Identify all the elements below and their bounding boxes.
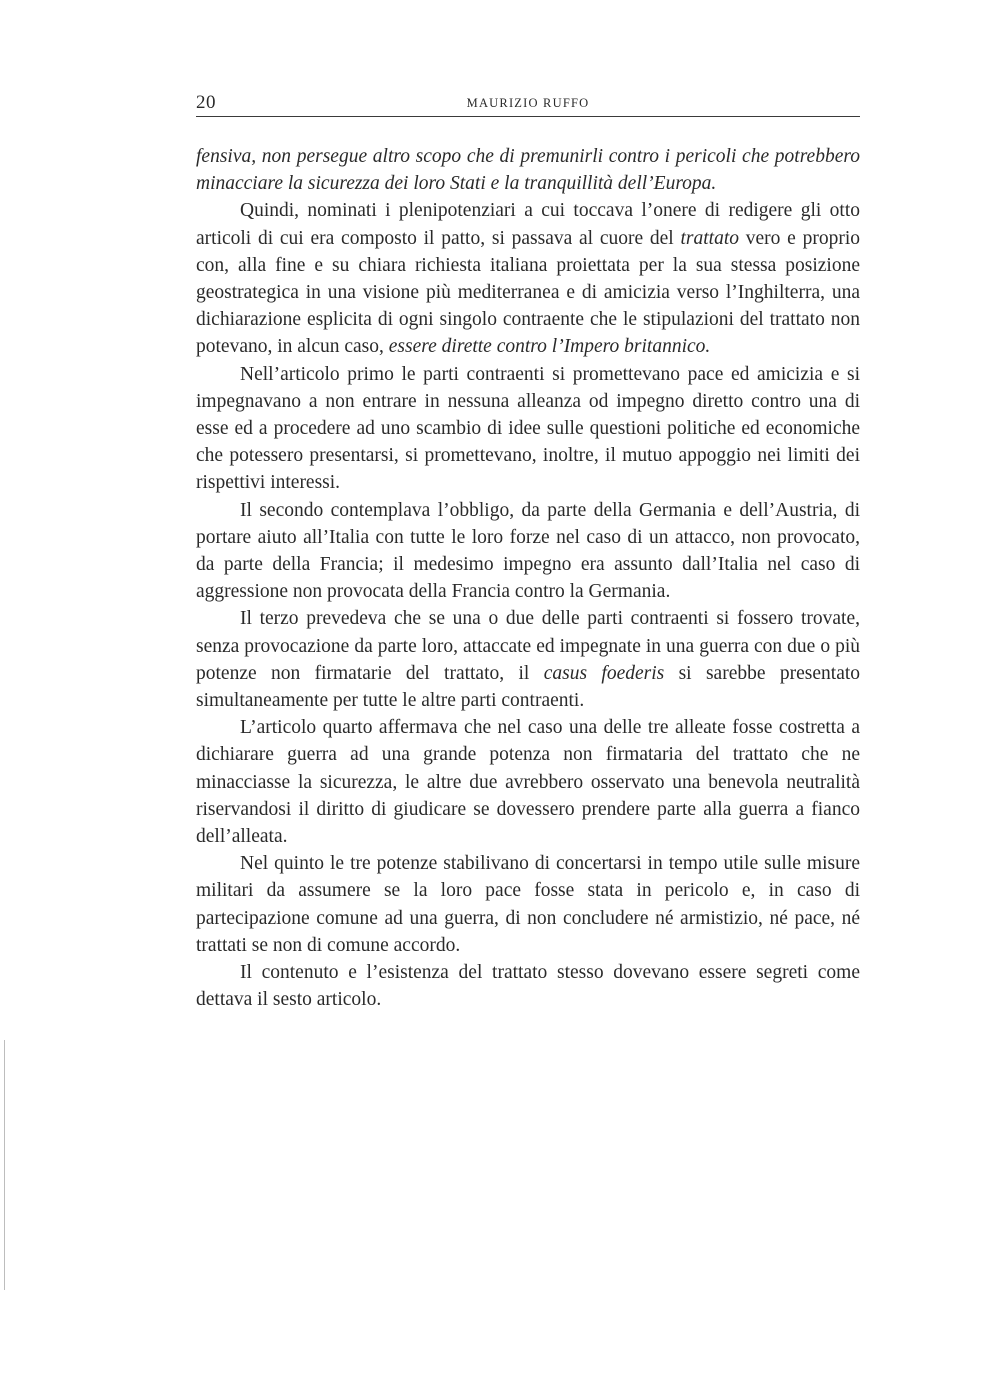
paragraph [196, 605, 860, 714]
running-title: MAURIZIO RUFFO [466, 96, 590, 110]
text-span: essere dirette contro l’Impero britannico. [388, 336, 711, 358]
paragraph [196, 497, 860, 606]
text-span: Quindi, nominati i plenipotenziari a cui toccava l’onere di redigere gli otto articoli di cui era composto il patto, si passava al cuore del [196, 200, 860, 249]
text-span: casus foederis [543, 662, 665, 684]
text-span: Il secondo contemplava l’obbligo, da parte della Germania e dell’Austria, di portare aiuto all’Italia con tutte le loro forze nel caso di un attacco, non provocato, da parte della Francia; il medesimo impegno era assunto dall’Italia nel caso di aggressione non provocata della Francia contro la Germania. [196, 499, 860, 603]
text-span: si sarebbe presentato simultaneamente per tutte le altre parti contraenti. [196, 662, 861, 712]
text-span: trattato [680, 227, 739, 249]
running-header [196, 90, 860, 117]
paragraph [196, 361, 860, 497]
text-span: L’articolo quarto affermava che nel caso una delle tre alleate fosse costretta a dichiarare guerra ad una grande potenza non firmataria del trattato che ne minacciasse la sicurezza, le altre due avrebbero osservato una benevola neutralità riservandosi il diritto di giudicare se dovessero prendere parte alla guerra a fianco dell’alleata. [196, 717, 860, 848]
book-page [196, 90, 860, 1014]
paragraph [196, 959, 860, 1013]
scan-margin-line [4, 1040, 5, 1290]
body-text [196, 143, 860, 1014]
page-number: 20 [196, 92, 216, 113]
text-span: vero e proprio con, alla fine e su chiara richiesta italiana proiettata per la sua stessa posizione geostrategica in una visione più mediterranea e di amicizia verso l’Inghilterra, una dichiarazione esplicita di ogni singolo contraente che le stipulazioni del trattato non potevano, in alcun caso, [196, 227, 860, 358]
paragraph [196, 197, 860, 360]
text-span: Nel quinto le tre potenze stabilivano di concertarsi in tempo utile sulle misure militari da assumere se la loro pace fosse stata in pericolo e, in caso di partecipazione comune ad una guerra, di non concludere né armistizio, né pace, né trattati se non di comune accordo. [196, 853, 860, 956]
text-span: fensiva, non persegue altro scopo che di premunirli contro i pericoli che potrebbero minacciare la sicurezza dei loro Stati e la tranquillità dell’Europa. [196, 146, 860, 195]
text-span: Il terzo prevedeva che se una o due delle parti contraenti si fossero trovate, senza provocazione da parte loro, attaccate ed impegnate in una guerra con due o più potenze non firmatarie del trattato, il [196, 608, 860, 684]
text-span: Nell’articolo primo le parti contraenti si promettevano pace ed amicizia e si impegnavano a non entrare in nessuna alleanza od impegno diretto contro una di esse ed a procedere ad uno scambio di idee sulle questioni politiche ed economiche che potessero presentarsi, si promettevano, inoltre, il mutuo appoggio nei limiti dei rispettivi interessi. [196, 363, 860, 494]
paragraph [196, 714, 860, 850]
paragraph [196, 143, 860, 197]
paragraph [196, 850, 860, 959]
text-span: Il contenuto e l’esistenza del trattato stesso dovevano essere segreti come dettava il sesto articolo. [196, 962, 860, 1011]
